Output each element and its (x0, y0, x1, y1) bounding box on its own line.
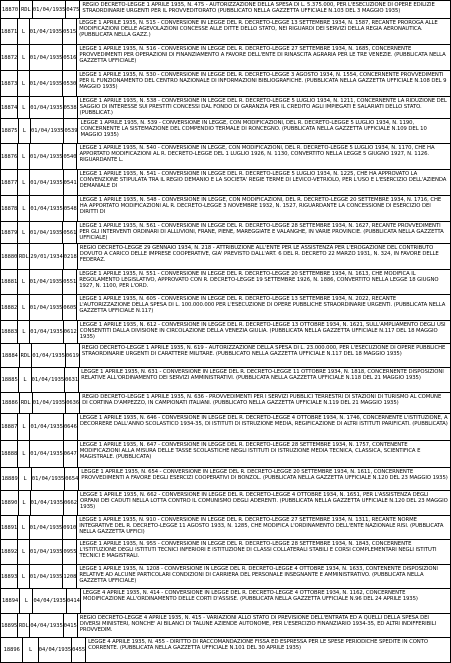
record-number: 18882 (0, 295, 17, 320)
act-description: LEGGE 1 APRILE 1935, N. 515 - CONVERSIONE IN LEGGE DEL R. DECRETO-LEGGE 13 SETTEMBRE 1934, N. 1587, RECANTE PROROGA ALLE MODIFICAZIONI DELLE AGEVOLAZIONI CONCESSE ALLE DITTE DELLO STATO, NEI RIGUARDI DEI SERVIZI DELLA REGIA AERONAUTICA. (PUBBLICATA NELLA GAZZ.) (76, 19, 451, 44)
act-date: 01/04/1935 (29, 144, 62, 169)
act-date: 01/04/1935 (31, 344, 64, 367)
act-description: LEGGE 1 APRILE 1935, N. 910 - CONVERSIONE IN LEGGE DEL R. DECRETO-LEGGE 27 SETTEMBRE 1934, N. 1311, RECANTE NORME INTEGRATIVE DEL R. DECRETO-LEGGE 11 AGOSTO 1933, N. 1285, CHE MODIFICA L'ORDINAMENTO DELL'ENTE NAZIONALE RISI. (PUBBLICATA NELLA GAZZETTA UFFICI) (76, 516, 451, 539)
act-date: 01/04/1935 (32, 393, 65, 413)
act-description: REGIO DECRETO-LEGGE 29 GENNAIO 1934, N. 218 - ATTRIBUZIONE ALL'ENTE PER LE ASSISTENZA PER L'EROGAZIONE DEL CONTRIBUTO DOVUTO A CARICO DELLE IMPRESE COOPERATIVE, GIA' PREVISTO DALL'ART. 6 DEL R. DECRETO 22 MARZO 1931, N. 324, IN FAVORE DELLE FEDERAZ. (77, 244, 451, 269)
act-number: 0516 (62, 45, 76, 70)
table-row (0, 491, 451, 516)
act-number: 1208 (62, 565, 76, 588)
act-number: 0955 (62, 540, 76, 564)
act-type: L (17, 170, 29, 195)
table-row (0, 540, 451, 565)
act-description: LEGGE 1 APRILE 1935, N. 646 - CONVERSIONE IN LEGGE DEL R. DECRETO-LEGGE 4 OTTOBRE 1934, N. 1746, CONCERNENTE L'ISTITUZIONE, A DECORRERE DALL'ANNO SCOLASTICO 1934-35, DI ISTITUTI DI ISTRUZIONE MEDIA, REGIFICAZIONE DI ALTRI ISTITUTI PARIFICATI. (PUBBLICATA) (77, 414, 451, 440)
act-number: 0551 (62, 270, 76, 294)
act-date: 01/04/1935 (29, 565, 62, 588)
act-description: LEGGE 1 APRILE 1935, N. 548 - CONVERSIONE IN LEGGE, CON MODIFICAZIONI, DEL R. DECRETO-LEGGE 20 SETTEMBRE 1934, N. 1716, CHE HA APPORTATO MODIFICAZIONI AL R. DECRETO-LEGGE 3 NOVEMBRE 1932, N. 1527, RIGUARDANTE LA CONCESSIONE DI ESERCIZIO DEI DIRITTI DI (77, 196, 451, 221)
act-type: L (18, 368, 30, 392)
act-date: 01/04/1935 (29, 516, 62, 539)
act-number: 0605 (62, 295, 76, 320)
table-row (0, 516, 451, 540)
act-number: 0539 (63, 119, 77, 143)
act-date: 01/04/1935 (29, 441, 62, 467)
table-row (0, 45, 451, 71)
act-number: 0455 (71, 638, 85, 662)
act-type: RDL (19, 393, 32, 413)
act-description: LEGGE 4 APRILE 1935, N. 414 - CONVERSIONE IN LEGGE DEL R. DECRETO-LEGGE 4 OTTOBRE 1934, N. 1162, CONCERNENTE MODIFICAZIONE ALL'ORDINAMENTO DELLE CORTI D'ASSISE. (PUBBLICATA NELLA GAZZETTA UFFICIALE N.96 DEL 24 APRILE 1935) (80, 589, 451, 613)
act-description: LEGGE 1 APRILE 1935, N. 561 - CONVERSIONE IN LEGGE DEL R. DECRETO-LEGGE 28 SETTEMBRE 1934, N. 1627, RECANTE PROVVEDIMENTI PER GLI INTERVENTI ORDINARI DI ALLUVIONI, FRANE, PIENE, MAREGGIATE E VALANGHE, IN VARIE PROVINCIE. (PUBBLICATA NELLA GAZZETTA UFFICIALE) (76, 222, 451, 243)
act-description: LEGGE 1 APRILE 1935, N. 516 - CONVERSIONE IN LEGGE DEL R. DECRETO-LEGGE 27 SETTEMBRE 1934, N. 1685, CONCERNENTE PROVVEDIMENTI PER OPERAZIONI DI FINANZIAMENTO A FAVORE DELL'ENTE DI RINASCITA AGRARIA PER LE TRE VENEZIE. (PUBBLICATA NELLA GAZZETTA UFFICIALE) (76, 45, 451, 70)
act-number: 0530 (62, 71, 76, 96)
record-number: 18884 (0, 344, 19, 367)
act-number: 0414 (66, 589, 80, 613)
act-description: LEGGE 1 APRILE 1935, N. 539 - CONVERSIONE IN LEGGE, CON MODIFICAZIONI, DEL R. DECRETO-LEGGE 5 LUGLIO 1934, N. 1190, CONCERNENTE LA SISTEMAZIONE DEL COMPENDIO TERMALE DI RONCEGNO. (PUBBLICATA NELLA GAZZETTA UFFICIALE N.109 DEL 10 MAGGIO 1935) (77, 119, 451, 143)
act-type: L (17, 196, 29, 221)
act-description: LEGGE 1 APRILE 1935, N. 605 - CONVERSIONE IN LEGGE DEL R. DECRETO-LEGGE 13 SETTEMBRE 1934, N. 2022, RECANTE L'AUTORIZZAZIONE DELLA SPESA DI L. 100.000.000 PER L'ESECUZIONE DI OPERE PUBBLICHE STRAORDINARIE URGENTI. (PUBBLICATA NELLA GAZZETTA UFFICIALE N.117) (76, 295, 451, 320)
table-row (0, 119, 451, 144)
table-row (0, 19, 451, 45)
act-type: L (19, 589, 32, 613)
record-number: 18872 (0, 45, 17, 70)
record-number: 18893 (0, 565, 17, 588)
act-description: REGIO DECRETO-LEGGE 1 APRILE 1935, N. 636 - PROVVEDIMENTI PER I SERVIZI PUBBLICI TERRESTRI DI STAZIONI DI TURISMO AL COMUNE DI CORTINA D'AMPEZZO, IN CAMPIONATI ITALIANI. (PUBBLICATO NELLA GAZZETTA UFFICIALE N.119 DEL 21 MAGGIO 1935) (79, 393, 451, 413)
act-date: 01/04/1935 (29, 270, 62, 294)
record-number: 18878 (0, 196, 17, 221)
act-description: LEGGE 1 APRILE 1935, N. 612 - CONVERSIONE IN LEGGE DEL R. DECRETO-LEGGE 13 OTTOBRE 1934, N. 1621, SULL'AMPLIAMENTO DEGLI USI CONSENTITI DALLA DIVISIONE IN CIRCOLAZIONE DELLA VENEZIA GIULIA. (PUBBLICATA NELLA GAZZETTA UFFICIALE N.117 DEL 18 MAGGIO 1935) (77, 321, 451, 343)
act-number: 0636 (65, 393, 79, 413)
act-description: LEGGE 1 APRILE 1935, N. 541 - CONVERSIONE IN LEGGE DEL R. DECRETO-LEGGE 5 LUGLIO 1934, N. 1225, CHE HA APPROVATO LA CONVENZIONE STIPULATA TRA IL REGIO DEMANIO E LA SOCIETA' REGIE TERME DI LEVICO-VETRIOLO, PER L'USO E L'ESERCIZIO DELL'AZIENDA DEMANIALE DI (77, 170, 451, 195)
act-description: LEGGE 1 APRILE 1935, N. 654 - CONVERSIONE IN LEGGE DEL R. DECRETO-LEGGE 20 SETTEMBRE 1934, N. 1611, CONCERNENTE PROVVEDIMENTI A FAVORE DEGLI ESERCIZI COOPERATIVI DI BONZOL. (PUBBLICATA NELLA GAZZETTA UFFICIALE N.120 DEL 23 MAGGIO 1935) (78, 468, 451, 490)
record-number: 18888 (0, 441, 17, 467)
record-number: 18871 (0, 19, 17, 44)
act-type: L (17, 19, 28, 44)
act-number: 0541 (63, 170, 77, 195)
record-number: 18886 (0, 393, 19, 413)
act-description: REGIO DECRETO-LEGGE 1 APRILE 1935, N. 475 - AUTORIZZAZIONE DELLA SPESA DI L. 5.375.000, PER L'ESECUZIONE DI OPERE EDILIZIE STRAORDINARIE URGENTI PER IL PROVVEDITORATO (PUBBLICATO NELLA GAZZETTA UFFICIALE N.103 DEL 3 MAGGIO 1935) (79, 1, 451, 18)
table-row (0, 638, 451, 663)
record-number: 18892 (0, 540, 17, 564)
act-type: L (17, 295, 29, 320)
act-number: 0548 (63, 196, 77, 221)
table-row (0, 170, 451, 196)
act-date: 04/04/1935 (29, 614, 62, 637)
table-row (0, 344, 451, 368)
act-type: L (17, 71, 29, 96)
act-date: 01/04/1935 (29, 45, 62, 70)
act-number: 0910 (62, 516, 76, 539)
act-type: L (17, 144, 29, 169)
act-date: 01/04/1935 (29, 222, 62, 243)
act-type: L (22, 638, 37, 662)
act-type: L (17, 540, 29, 564)
record-number: 18890 (0, 491, 18, 515)
table-row (0, 321, 451, 344)
act-number: 0654 (64, 468, 78, 490)
table-row (0, 468, 451, 491)
record-number: 18894 (0, 589, 19, 613)
act-date: 01/04/1935 (29, 97, 62, 118)
act-date: 01/04/1935 (29, 321, 62, 343)
table-row (0, 244, 451, 270)
act-description: LEGGE 1 APRILE 1935, N. 551 - CONVERSIONE IN LEGGE DEL R. DECRETO-LEGGE 20 SETTEMBRE 1934, N. 1613, CHE MODIFICA IL REGOLAMENTO LEGISLATIVO, APPROVATO CON R. DECRETO-LEGGE 19 SETTEMBRE 1926, N. 1886, CONVERTITO NELLA LEGGE 18 GIUGNO 1927, N. 1100, PER L'ORD. (76, 270, 451, 294)
act-type: RDL (19, 1, 32, 18)
act-date: 01/04/1935 (29, 540, 62, 564)
record-number: 18887 (0, 414, 17, 440)
table-row (0, 295, 451, 321)
act-type: L (17, 565, 29, 588)
act-type: L (18, 491, 30, 515)
act-number: 0218 (63, 244, 77, 269)
act-date: 04/04/1935 (38, 638, 71, 662)
act-type: RDL (17, 614, 29, 637)
act-number: 0515 (62, 19, 76, 44)
table-row (0, 71, 451, 97)
act-number: 0475 (65, 1, 79, 18)
act-description: LEGGE 1 APRILE 1935, N. 1208 - CONVERSIONE IN LEGGE DEL R. DECRETO-LEGGE 4 OTTOBRE 1934, N. 1633, CONTENENTE DISPOSIZIONI RELATIVE AD ALCUNE PARTICOLARI CONDIZIONI DI CARRIERA DEL PERSONALE INSEGNANTE E AMMINISTRATIVO. (PUBBLICATA NELLA GAZZETTA UFFICIALE) (76, 565, 451, 588)
record-number: 18885 (0, 368, 18, 392)
act-type: L (18, 468, 31, 490)
act-type: L (17, 516, 29, 539)
act-number: 0538 (63, 97, 77, 118)
act-description: LEGGE 1 APRILE 1935, N. 955 - CONVERSIONE IN LEGGE DEL R. DECRETO-LEGGE 28 SETTEMBRE 1934, N. 1843, CONCERNENTE L'ISTITUZIONE DEGLI ISTITUTI TECNICI INFERIORI E ISTITUZIONE DI CLASSI COLLATERALI STABILI E CORSI COMPLEMENTARI NEGLI ISTITUTI TECNICI E MAGISTRALI. (76, 540, 451, 564)
record-number: 18883 (0, 321, 17, 343)
act-date: 01/04/1935 (30, 119, 63, 143)
act-type: L (18, 119, 30, 143)
record-number: 18879 (0, 222, 17, 243)
record-number: 18881 (0, 270, 17, 294)
act-date: 01/04/1935 (29, 170, 62, 195)
table-row (0, 1, 451, 19)
act-date: 01/04/1935 (31, 368, 64, 392)
table-row (0, 97, 451, 119)
act-description: LEGGE 4 APRILE 1935, N. 455 - DIRITTO DI RACCOMANDAZIONE FISSA ED ESPRESSA PER LE SPESE PERIODICHE SPEDITE IN CONTO CORRENTE. (PUBBLICATA NELLA GAZZETTA UFFICIALE N.101 DEL 30 APRILE 1935) (85, 638, 451, 662)
act-number: 0561 (62, 222, 76, 243)
act-date: 01/04/1935 (32, 1, 65, 18)
act-type: L (17, 45, 29, 70)
act-date: 01/04/1935 (29, 414, 62, 440)
act-date: 29/01/1934 (29, 244, 62, 269)
act-date: 01/04/1935 (29, 71, 62, 96)
record-number: 18876 (0, 144, 17, 169)
table-row (0, 196, 451, 222)
record-number: 18873 (0, 71, 17, 96)
record-number: 18891 (0, 516, 17, 539)
act-type: L (17, 270, 29, 294)
act-date: 04/04/1935 (32, 589, 65, 613)
record-number: 18875 (0, 119, 18, 143)
record-number: 18870 (0, 1, 19, 18)
record-number: 18880 (0, 244, 17, 269)
act-type: L (17, 321, 29, 343)
act-description: LEGGE 1 APRILE 1935, N. 530 - CONVERSIONE IN LEGGE DEL R. DECRETO-LEGGE 3 AGOSTO 1934, N. 1554, CONCERNENTE PROVVEDIMENTI PER IL FUNZIONAMENTO DEL CENTRO NAZIONALE DI INFORMAZIONI BIBLIOGRAFICHE. (PUBBLICATA NELLA GAZZETTA UFFICIALE N.108 DEL 9 MAGGIO 1935) (76, 71, 451, 96)
record-number: 18896 (0, 638, 22, 662)
act-date: 01/04/1935 (29, 196, 62, 221)
act-date: 01/04/1935 (29, 295, 62, 320)
act-number: 0415 (63, 614, 77, 637)
act-date: 01/04/1935 (31, 468, 64, 490)
table-row (0, 222, 451, 244)
act-description: LEGGE 1 APRILE 1935, N. 538 - CONVERSIONE IN LEGGE DEL R. DECRETO-LEGGE 5 LUGLIO 1934, N. 1211, CONCERNENTE LA RIDUZIONE DEL SAGGIO DI INTERESSE SUI PRESTITI CONCESSI DAL FONDO DI GARANZIA PER IL CREDITO AGLI IMPIEGATI E SALARIATI DELLO STATO. (PUBBLICAT.) (77, 97, 451, 118)
act-number: 0631 (64, 368, 78, 392)
act-type: L (17, 222, 29, 243)
table-row (0, 144, 451, 170)
act-description: REGIO DECRETO-LEGGE 1 APRILE 1935, N. 619 - AUTORIZZAZIONE DELLA SPESA DI L. 23.000.000, PER L'ESECUZIONE DI OPERE PUBBLICHE STRAORDINARIE URGENTI DI CARATTERE MILITARE. (PUBBLICATO NELLA GAZZETTA UFFICIALE N.117 DEL 18 MAGGIO 1935) (79, 344, 451, 367)
table-row (0, 414, 451, 441)
act-type: L (17, 441, 29, 467)
act-description: LEGGE 1 APRILE 1935, N. 647 - CONVERSIONE IN LEGGE DEL R. DECRETO-LEGGE 28 SETTEMBRE 1934, N. 1757, CONTENENTE MODIFICAZIONI ALLA MISURA DELLE TASSE SCOLASTICHE NEGLI ISTITUTI DI ISTRUZIONE MEDIA TECNICA, CLASSICA, SCIENTIFICA E MAGISTRALE. (PUBBLICATA) (77, 441, 451, 467)
act-number: 0647 (63, 441, 77, 467)
table-row (0, 589, 451, 614)
record-number: 18877 (0, 170, 17, 195)
record-number: 18889 (0, 468, 18, 490)
act-number: 0612 (63, 321, 77, 343)
act-number: 0540 (62, 144, 76, 169)
act-description: REGIO DECRETO-LEGGE 4 APRILE 1935, N. 415 - VARIAZIONI ALLO STATO DI PREVISIONE DELL'ENTRATA ED A QUELLI DELLA SPESA DEI DIVERSI MINISTERI, NONCHE' AI BILANCI DI TALUNE AZIENDE AUTONOME, PER L'ESERCIZIO FINANZIARIO 1934-35, ED ALTRI INDIFFERIBILI PROVVEDIM. (77, 614, 451, 637)
table-row (0, 441, 451, 468)
act-number: 0646 (63, 414, 77, 440)
table-row (0, 565, 451, 589)
table-row (0, 614, 451, 638)
act-date: 01/04/1935 (29, 19, 62, 44)
act-type: RDL (17, 244, 29, 269)
table-row (0, 368, 451, 393)
record-number: 18874 (0, 97, 17, 118)
act-type: L (17, 97, 29, 118)
table-row (0, 270, 451, 295)
act-number: 0619 (65, 344, 79, 367)
act-type: RDL (19, 344, 32, 367)
act-date: 01/04/1935 (30, 491, 63, 515)
act-description: LEGGE 1 APRILE 1935, N. 662 - CONVERSIONE IN LEGGE DEL R. DECRETO-LEGGE 4 OTTOBRE 1934, N. 1651, PER L'ASSISTENZA DEGLI ORFANI DEI CADUTI NELLA LOTTA CONTRO IL COMUNISMO DEGLI ADERENTI. (PUBBLICATA NELLA GAZZETTA UFFICIALE N.120 DEL 23 MAGGIO 1935) (77, 491, 451, 515)
act-description: LEGGE 1 APRILE 1935, N. 540 - CONVERSIONE IN LEGGE, CON MODIFICAZIONI, DEL R. DECRETO-LEGGE 5 LUGLIO 1934, N. 1170, CHE HA APPORTATO MODIFICAZIONI AL R. DECRETO-LEGGE DEL 1 LUGLIO 1926, N. 1130, CONVERTITO NELLA LEGGE 5 GIUGNO 1927, N. 1126. RIGUARDANTE L. (76, 144, 451, 169)
act-number: 0662 (63, 491, 77, 515)
table-row (0, 393, 451, 414)
act-description: LEGGE 1 APRILE 1935, N. 631 - CONVERSIONE IN LEGGE DEL R. DECRETO-LEGGE 11 OTTOBRE 1934, N. 1818, CONCERNENTE DISPOSIZIONI RELATIVE ALL'ORDINAMENTO DEI SERVIZI AMMINISTRATIVI. (PUBBLICATA NELLA GAZZETTA UFFICIALE N.118 DEL 21 MAGGIO 1935) (78, 368, 451, 392)
record-number: 18895 (0, 614, 17, 637)
act-type: L (17, 414, 29, 440)
